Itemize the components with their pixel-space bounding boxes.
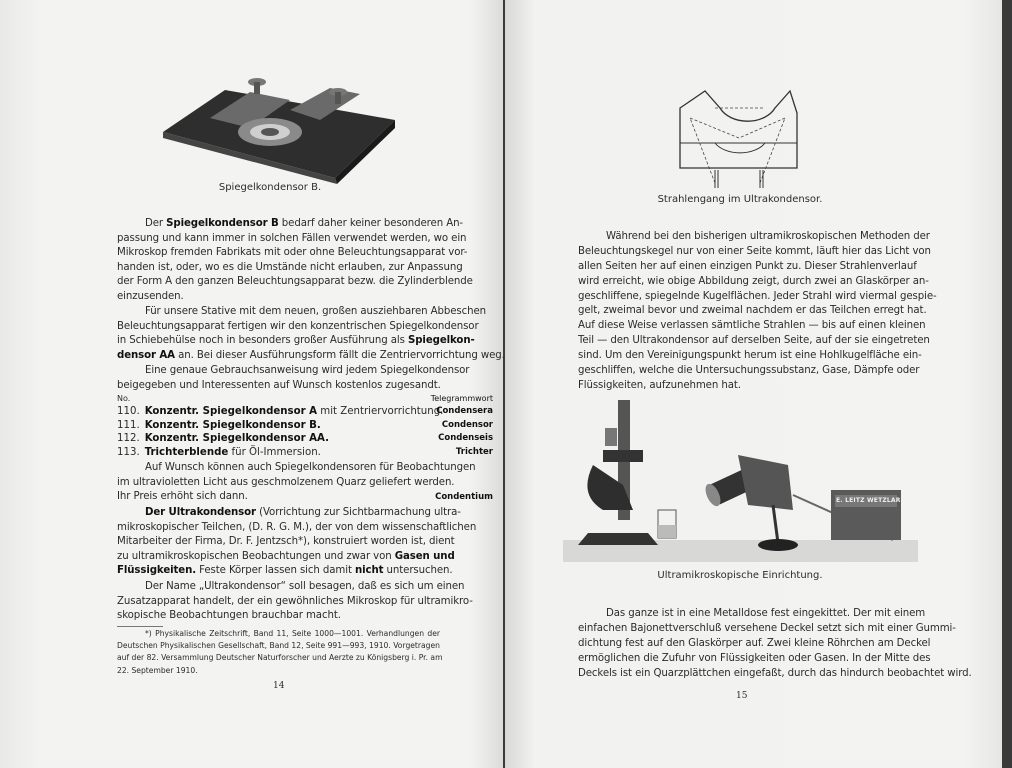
bold-text: Der Ultrakondensor	[145, 507, 256, 518]
text-line	[117, 550, 455, 565]
text-line	[117, 217, 464, 232]
text-run: Feste Körper lassen sich damit	[196, 565, 355, 577]
text-line	[578, 349, 922, 364]
text-line	[117, 232, 467, 247]
text-line	[117, 521, 477, 536]
text-line	[578, 607, 926, 622]
text-line	[117, 261, 463, 276]
text-line	[117, 246, 468, 261]
text-run: gelt, zweimal bevor und zweimal nachdem er das Teilchen erregt hat.	[578, 305, 927, 317]
text-run: dichtung fest auf den Glaskörper auf. Zwei kleine Röhrchen am Deckel	[578, 637, 931, 649]
telegram-word: Condentium	[435, 491, 493, 502]
text-line	[578, 379, 905, 394]
paragraph	[578, 607, 972, 681]
text-run: wird erreicht, wie obige Abbildung zeigt, durch zwei an Glaskörper an-	[578, 275, 929, 287]
text-line	[117, 334, 475, 349]
text-run: allen Seiten her auf einen einzigen Punkt zu. Dieser Strahlenverlauf	[578, 260, 917, 272]
text-run: der Form A den ganzen Beleuchtungsapparat bezw. die Zylinderblende	[117, 276, 473, 288]
text-run: Beleuchtungsapparat fertigen wir den konzentrischen Spiegelkondensor	[117, 320, 479, 332]
text-line	[117, 564, 453, 579]
catalog-note-telegram	[435, 491, 493, 505]
text-line	[578, 364, 920, 379]
text-run: Ihr Preis erhöht sich dann.	[117, 491, 248, 503]
text-run: bedarf daher keiner besonderen An-	[278, 218, 464, 229]
text-run: in Schiebehülse noch in besonders großer Ausführung als	[117, 335, 408, 347]
text-line	[117, 628, 440, 640]
text-line	[578, 652, 931, 667]
footnote	[117, 628, 443, 677]
text-run: Flüssigkeiten, aufzunehmen hat.	[578, 379, 741, 391]
text-run: einzusenden.	[117, 290, 184, 302]
text-line	[117, 379, 440, 394]
catalog-row	[117, 446, 493, 460]
text-line	[578, 245, 931, 260]
item-number: 111.	[117, 419, 140, 431]
text-run: skopische Beobachtungen brauchbar macht.	[117, 610, 341, 622]
telegram-word: Condensera	[436, 406, 493, 416]
text-line	[117, 476, 455, 491]
figure-caption: Spiegelkondensor B.	[218, 182, 322, 193]
text-run: geschliffen, welche die Untersuchungssubstanz, Gase, Dämpfe oder	[578, 365, 920, 377]
text-line	[117, 461, 476, 476]
text-run: Deutschen Physikalischen Gesellschaft, Band 12, Seite 991—993, 1910. Vorgetragen	[117, 641, 440, 651]
item-number: 112.	[117, 433, 140, 445]
engraving-lettering: E. LEITZ WETZLAR	[836, 497, 901, 504]
item-name: Konzentr. Spiegelkondensor A	[144, 406, 318, 417]
text-line	[578, 290, 937, 305]
text-run: geschliffene, spiegelnde Kugelflächen. Jeder Strahl wird viermal gespie-	[578, 290, 937, 302]
item-description: mit Zentriervorrichtung.	[317, 406, 444, 417]
text-run: auf der 82. Versammlung Deutscher Naturforscher und Aerzte zu Königsberg i. Pr. am	[117, 653, 443, 663]
text-line	[117, 640, 440, 652]
right-page	[505, 0, 1002, 768]
paragraph	[117, 305, 505, 363]
catalog-header	[117, 394, 493, 404]
text-line	[578, 230, 930, 245]
text-line	[578, 622, 956, 637]
text-run: Das ganze ist in eine Metalldose fest eingekittet. Der mit einem	[606, 608, 926, 619]
figure-caption: Ultramikroskopische Einrichtung.	[657, 570, 823, 581]
text-run: einfachen Bajonettverschluß versehene Deckel setzt sich mit einer Gummi-	[578, 622, 956, 634]
figure-caption: Strahlengang im Ultrakondensor.	[657, 194, 823, 205]
page-number: 14	[273, 681, 285, 691]
text-run: Der Name „Ultrakondensor“ soll besagen, daß es sich um einen	[145, 581, 465, 592]
bold-text: Spiegelkondensor B	[166, 218, 279, 229]
text-run: Deckels ist ein Quarzplättchen eingefaßt, durch das hindurch beobachtet wird.	[578, 667, 972, 679]
text-line	[117, 305, 487, 320]
telegram-header: Telegrammwort	[430, 394, 493, 403]
text-line	[578, 304, 927, 319]
text-line	[578, 667, 972, 682]
text-line	[578, 319, 926, 334]
bold-text: Flüssigkeiten.	[117, 565, 197, 577]
page-number: 15	[736, 691, 748, 701]
text-line	[117, 580, 465, 595]
text-run: zu ultramikroskopischen Beobachtungen und zwar von	[117, 550, 395, 562]
item-name: Konzentr. Spiegelkondensor AA.	[144, 433, 329, 445]
text-run: Während bei den bisherigen ultramikroskopischen Methoden der	[606, 231, 930, 242]
text-run: Der	[145, 218, 167, 229]
text-line	[117, 665, 440, 677]
left-page	[0, 0, 503, 768]
text-line	[117, 535, 455, 550]
text-run: mikroskopischer Teilchen, (D. R. G. M.), der von dem wissenschaftlichen	[117, 521, 477, 533]
text-run: ermöglichen die Zufuhr von Flüssigkeiten oder Gasen. In der Mitte des	[578, 652, 931, 664]
telegram-word: Condenseis	[438, 433, 493, 444]
text-run: untersuchen.	[383, 565, 453, 577]
item-number: 110.	[117, 406, 140, 417]
catalog-row	[117, 405, 493, 419]
item-description: für Öl-Immersion.	[228, 447, 321, 459]
text-line	[117, 290, 440, 305]
bold-text: nicht	[355, 565, 384, 577]
text-run: 22. September 1910.	[117, 665, 198, 675]
bold-text: Spiegelkon-	[408, 335, 475, 347]
paragraph	[117, 217, 473, 305]
text-run: passung und kann immer in solchen Fällen verwendet werden, wo ein	[117, 232, 467, 244]
text-line	[117, 652, 443, 664]
text-run: Beleuchtungskegel nur von einer Seite kommt, läuft hier das Licht von	[578, 245, 931, 257]
text-run: an. Bei dieser Ausführungsform fällt die Zentriervorrichtung weg.	[174, 349, 505, 361]
text-run: beigegeben und Interessenten auf Wunsch kostenlos zugesandt.	[117, 379, 441, 391]
text-run: *) Physikalische Zeitschrift, Band 11, Seite 1000—1001. Verhandlungen der	[145, 629, 440, 638]
text-run: Mikroskop fremden Fabrikats mit oder ohne Beleuchtungsapparat vor-	[117, 247, 468, 259]
text-run: Zusatzapparat handelt, der ein gewöhnliches Mikroskop für ultramikro-	[117, 595, 473, 607]
text-line	[578, 260, 917, 275]
telegram-word: Condensor	[441, 419, 493, 430]
spiegelkondensor-illustration	[155, 70, 400, 185]
text-line	[117, 364, 470, 379]
paragraph	[117, 506, 477, 579]
catalog-row	[117, 432, 493, 446]
text-run: handen ist, oder, wo es die Umstände nicht erlauben, zur Anpassung	[117, 261, 463, 273]
text-line	[117, 609, 440, 624]
text-line	[117, 490, 440, 505]
paragraph	[117, 364, 470, 393]
text-line	[578, 275, 929, 290]
text-line	[117, 275, 473, 290]
text-line	[578, 334, 930, 349]
telegram-word: Trichter	[455, 447, 493, 458]
item-name: Konzentr. Spiegelkondensor B.	[144, 419, 321, 431]
text-line	[578, 637, 931, 652]
catalog-row	[117, 419, 493, 433]
no-header: No.	[117, 394, 131, 403]
bold-text: Gasen und	[394, 550, 455, 562]
item-number: 113.	[117, 447, 140, 459]
text-line	[117, 595, 473, 610]
text-run: Teil — den Ultrakondensor auf derselben Seite, auf der sie eingetreten	[578, 335, 930, 347]
paragraph	[578, 230, 937, 394]
item-name: Trichterblende	[144, 447, 229, 459]
bold-text: densor AA	[117, 349, 175, 361]
text-run: Eine genaue Gebrauchsanweisung wird jedem Spiegelkondensor	[145, 365, 470, 376]
text-run: Auf diese Weise verlassen sämtliche Strahlen — bis auf einen kleinen	[578, 320, 926, 332]
text-run: sind. Um den Vereinigungspunkt herum ist eine Hohlkugelfläche ein-	[578, 350, 922, 362]
text-run: Für unsere Stative mit dem neuen, großen ausziehbaren Abbeschen	[145, 306, 487, 317]
text-run: (Vorrichtung zur Sichtbarmachung ultra-	[255, 507, 461, 518]
text-run: im ultravioletten Licht aus geschmolzenem Quarz geliefert werden.	[117, 476, 455, 488]
text-line	[117, 506, 461, 521]
text-run: Auf Wunsch können auch Spiegelkondensoren für Beobachtungen	[145, 462, 476, 473]
text-line	[117, 320, 479, 335]
text-line	[117, 349, 505, 364]
paragraph	[117, 580, 473, 624]
ray-path-diagram	[675, 88, 805, 193]
ultramicroscope-setup-illustration	[563, 395, 923, 567]
footnote-divider	[117, 626, 163, 627]
text-run: Mitarbeiter der Firma, Dr. F. Jentzsch*), konstruiert worden ist, dient	[117, 536, 455, 548]
